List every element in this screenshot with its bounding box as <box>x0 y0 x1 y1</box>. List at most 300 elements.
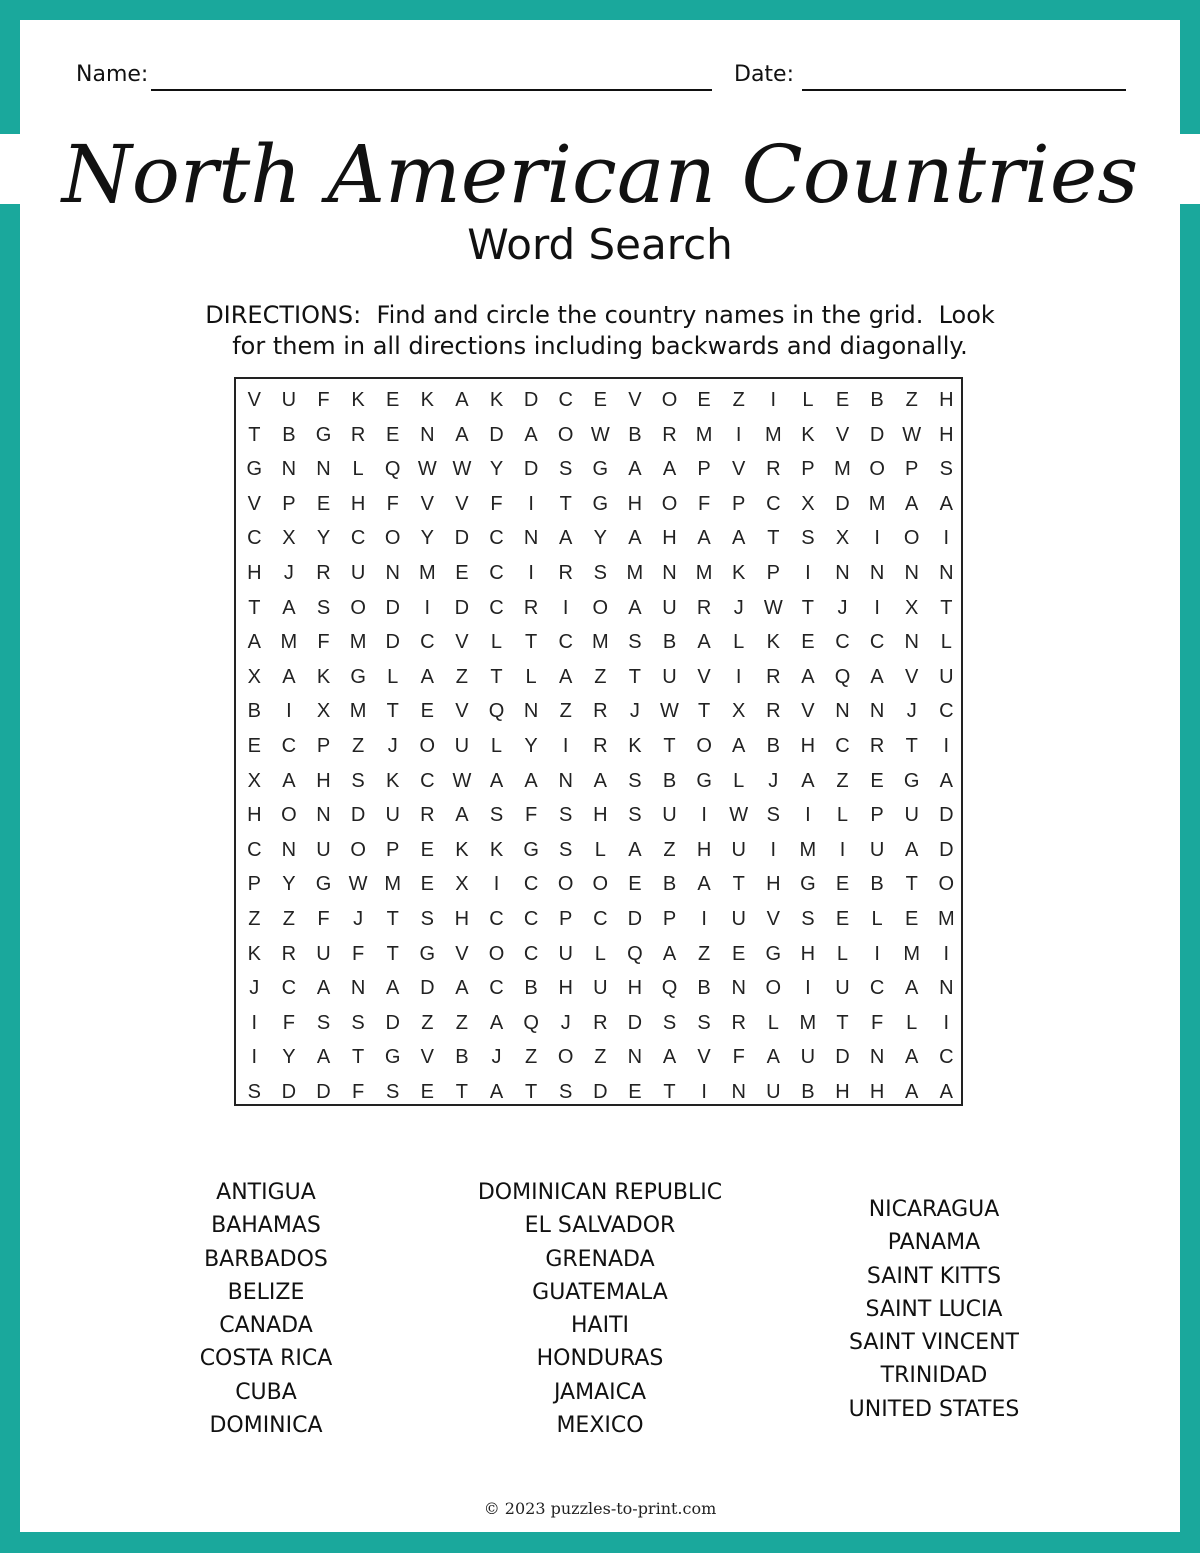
grid-letter[interactable]: X <box>282 527 296 550</box>
grid-letter[interactable]: N <box>316 804 331 827</box>
grid-letter[interactable]: L <box>906 1011 918 1034</box>
grid-letter[interactable]: B <box>628 423 642 446</box>
grid-letter[interactable]: M <box>418 562 436 584</box>
grid-letter[interactable]: C <box>939 1046 954 1069</box>
grid-letter[interactable]: U <box>281 389 297 411</box>
grid-letter[interactable]: A <box>282 665 296 688</box>
grid-letter[interactable]: E <box>420 1081 434 1103</box>
grid-letter[interactable]: P <box>766 562 780 584</box>
grid-letter[interactable]: L <box>490 735 503 757</box>
grid-letter[interactable]: U <box>766 1081 781 1103</box>
grid-letter[interactable]: I <box>286 700 292 723</box>
grid-letter[interactable]: Q <box>834 665 851 688</box>
grid-letter[interactable]: U <box>558 942 573 965</box>
grid-letter[interactable]: U <box>316 838 331 861</box>
grid-letter[interactable]: C <box>489 977 504 1000</box>
grid-letter[interactable]: E <box>697 389 711 411</box>
grid-letter[interactable]: H <box>350 492 366 515</box>
grid-letter[interactable]: H <box>627 977 643 1000</box>
grid-letter[interactable]: T <box>905 873 918 896</box>
grid-letter[interactable]: H <box>316 769 331 792</box>
grid-letter[interactable]: O <box>350 596 366 619</box>
grid-letter[interactable]: I <box>528 492 534 515</box>
grid-letter[interactable]: M <box>626 562 644 584</box>
grid-letter[interactable]: E <box>628 873 642 896</box>
grid-letter[interactable]: I <box>874 527 880 550</box>
grid-letter[interactable]: E <box>420 838 434 861</box>
grid-letter[interactable]: A <box>905 838 919 861</box>
grid-letter[interactable]: P <box>801 458 815 481</box>
grid-letter[interactable]: K <box>420 389 434 411</box>
grid-letter[interactable]: S <box>316 596 331 619</box>
grid-letter[interactable]: M <box>764 423 782 446</box>
grid-letter[interactable]: R <box>350 423 366 446</box>
grid-letter[interactable]: D <box>835 1046 850 1069</box>
grid-letter[interactable]: G <box>765 942 782 965</box>
grid-letter[interactable]: S <box>316 1011 331 1034</box>
grid-letter[interactable]: X <box>247 665 261 688</box>
grid-letter[interactable]: E <box>835 873 850 896</box>
grid-letter[interactable]: G <box>592 458 609 481</box>
grid-letter[interactable]: V <box>247 389 261 411</box>
grid-letter[interactable]: Q <box>661 977 678 1000</box>
grid-letter[interactable]: E <box>628 1081 642 1103</box>
grid-letter[interactable]: I <box>874 942 880 965</box>
grid-letter[interactable]: B <box>766 735 780 757</box>
grid-letter[interactable]: Y <box>489 458 504 481</box>
grid-letter[interactable]: Z <box>559 700 572 723</box>
grid-letter[interactable]: N <box>939 977 954 1000</box>
grid-letter[interactable]: C <box>835 735 850 757</box>
grid-letter[interactable]: O <box>557 423 574 446</box>
grid-letter[interactable]: O <box>869 458 885 481</box>
grid-letter[interactable]: G <box>800 873 816 896</box>
grid-letter[interactable]: A <box>939 769 953 792</box>
grid-letter[interactable]: R <box>696 596 712 619</box>
grid-letter[interactable]: L <box>490 631 503 654</box>
grid-letter[interactable]: O <box>661 492 678 515</box>
grid-letter[interactable]: N <box>627 1046 643 1069</box>
grid-letter[interactable]: H <box>766 873 781 896</box>
grid-letter[interactable]: Y <box>420 527 434 550</box>
grid-letter[interactable]: T <box>248 596 261 619</box>
grid-letter[interactable]: Y <box>316 527 331 550</box>
grid-letter[interactable]: L <box>836 804 849 827</box>
grid-letter[interactable]: S <box>697 1011 711 1034</box>
grid-letter[interactable]: N <box>523 700 539 723</box>
grid-letter[interactable]: O <box>384 527 401 550</box>
grid-letter[interactable]: C <box>420 631 435 654</box>
grid-letter[interactable]: M <box>695 423 713 446</box>
grid-letter[interactable]: R <box>281 942 297 965</box>
grid-letter[interactable]: C <box>489 527 504 550</box>
grid-letter[interactable]: S <box>801 908 815 930</box>
grid-letter[interactable]: C <box>281 977 297 1000</box>
grid-letter[interactable]: A <box>732 735 746 757</box>
grid-letter[interactable]: L <box>802 389 814 411</box>
grid-letter[interactable]: J <box>768 769 779 792</box>
grid-letter[interactable]: T <box>455 1081 468 1103</box>
grid-letter[interactable]: T <box>524 631 538 654</box>
grid-letter[interactable]: S <box>593 562 607 584</box>
grid-letter[interactable]: A <box>316 1046 331 1069</box>
grid-letter[interactable]: V <box>455 942 469 965</box>
grid-letter[interactable]: A <box>593 769 607 792</box>
grid-letter[interactable]: W <box>729 804 749 827</box>
grid-letter[interactable]: A <box>732 527 746 550</box>
grid-letter[interactable]: A <box>697 873 711 896</box>
grid-letter[interactable]: J <box>733 596 744 619</box>
grid-letter[interactable]: Z <box>351 735 365 757</box>
grid-letter[interactable]: W <box>590 423 610 446</box>
grid-letter[interactable]: A <box>524 769 538 792</box>
grid-letter[interactable]: Z <box>594 1046 607 1069</box>
grid-letter[interactable]: N <box>731 1081 746 1103</box>
grid-letter[interactable]: B <box>870 389 884 411</box>
grid-letter[interactable]: T <box>386 942 399 965</box>
grid-letter[interactable]: D <box>350 804 366 827</box>
grid-letter[interactable]: G <box>903 769 920 792</box>
grid-letter[interactable]: C <box>489 596 504 619</box>
grid-letter[interactable]: U <box>385 804 400 827</box>
grid-letter[interactable]: A <box>905 1081 919 1103</box>
grid-letter[interactable]: W <box>452 458 472 481</box>
grid-letter[interactable]: F <box>317 389 330 411</box>
grid-letter[interactable]: S <box>628 631 642 654</box>
grid-letter[interactable]: A <box>628 596 642 619</box>
grid-letter[interactable]: D <box>939 804 954 827</box>
grid-letter[interactable]: A <box>455 804 469 827</box>
grid-letter[interactable]: D <box>939 838 954 861</box>
grid-letter[interactable]: L <box>733 769 745 792</box>
grid-letter[interactable]: C <box>281 735 297 757</box>
grid-letter[interactable]: V <box>455 700 469 723</box>
grid-letter[interactable]: F <box>386 492 399 515</box>
grid-letter[interactable]: A <box>559 527 573 550</box>
grid-letter[interactable]: I <box>770 838 777 861</box>
grid-letter[interactable]: E <box>420 700 434 723</box>
grid-letter[interactable]: R <box>523 596 539 619</box>
grid-letter[interactable]: N <box>939 562 954 584</box>
grid-letter[interactable]: X <box>801 492 815 515</box>
grid-letter[interactable]: G <box>696 769 712 792</box>
grid-letter[interactable]: S <box>559 804 573 827</box>
grid-letter[interactable]: G <box>419 942 436 965</box>
grid-letter[interactable]: I <box>874 596 880 619</box>
grid-letter[interactable]: S <box>628 804 642 827</box>
grid-letter[interactable]: C <box>558 389 573 411</box>
grid-letter[interactable]: K <box>351 389 365 411</box>
grid-letter[interactable]: E <box>732 942 746 965</box>
grid-letter[interactable]: M <box>280 631 298 654</box>
grid-letter[interactable]: B <box>801 1081 815 1103</box>
grid-letter[interactable]: I <box>701 804 707 827</box>
grid-letter[interactable]: Z <box>455 1011 468 1034</box>
grid-letter[interactable]: X <box>455 873 469 896</box>
grid-letter[interactable]: U <box>800 1046 816 1069</box>
grid-letter[interactable]: T <box>767 527 780 550</box>
grid-letter[interactable]: J <box>837 596 848 619</box>
grid-letter[interactable]: H <box>247 804 262 827</box>
grid-letter[interactable]: A <box>386 977 400 1000</box>
grid-letter[interactable]: I <box>251 1011 258 1034</box>
grid-letter[interactable]: H <box>627 492 643 515</box>
grid-letter[interactable]: C <box>869 631 885 654</box>
grid-letter[interactable]: Y <box>282 873 296 896</box>
grid-letter[interactable]: V <box>455 492 469 515</box>
grid-letter[interactable]: Y <box>282 1046 296 1069</box>
grid-letter[interactable]: E <box>420 873 434 896</box>
grid-letter[interactable]: A <box>801 665 815 688</box>
grid-letter[interactable]: F <box>490 492 503 515</box>
grid-letter[interactable]: O <box>592 596 609 619</box>
grid-letter[interactable]: H <box>696 838 712 861</box>
grid-letter[interactable]: A <box>905 492 919 515</box>
grid-letter[interactable]: O <box>557 1046 574 1069</box>
grid-letter[interactable]: V <box>420 1046 434 1069</box>
grid-letter[interactable]: C <box>489 562 504 584</box>
grid-letter[interactable]: S <box>628 769 642 792</box>
grid-letter[interactable]: B <box>524 977 538 1000</box>
grid-letter[interactable]: A <box>524 423 538 446</box>
grid-letter[interactable]: E <box>386 423 400 446</box>
grid-letter[interactable]: M <box>937 908 955 930</box>
grid-letter[interactable]: C <box>766 492 781 515</box>
grid-letter[interactable]: I <box>701 1081 707 1103</box>
grid-letter[interactable]: C <box>523 873 539 896</box>
grid-letter[interactable]: V <box>697 1046 711 1069</box>
grid-letter[interactable]: R <box>316 562 331 584</box>
grid-letter[interactable]: E <box>247 735 261 757</box>
grid-letter[interactable]: M <box>799 1011 817 1034</box>
grid-letter[interactable]: L <box>836 942 849 965</box>
grid-letter[interactable]: K <box>489 389 504 411</box>
grid-letter[interactable]: R <box>420 804 435 827</box>
grid-letter[interactable]: I <box>943 942 950 965</box>
grid-letter[interactable]: Z <box>732 389 745 411</box>
grid-letter[interactable]: N <box>904 562 919 584</box>
grid-letter[interactable]: P <box>247 873 261 896</box>
grid-letter[interactable]: Z <box>524 1046 538 1069</box>
grid-letter[interactable]: V <box>801 700 815 723</box>
date-field[interactable] <box>802 89 1126 91</box>
grid-letter[interactable]: O <box>903 527 920 550</box>
grid-letter[interactable]: Z <box>421 1011 434 1034</box>
grid-letter[interactable]: N <box>281 458 297 481</box>
grid-letter[interactable]: T <box>940 596 953 619</box>
grid-letter[interactable]: E <box>801 631 815 654</box>
grid-letter[interactable]: D <box>523 389 539 411</box>
grid-letter[interactable]: Q <box>523 1011 539 1034</box>
grid-letter[interactable]: U <box>835 977 850 1000</box>
grid-letter[interactable]: T <box>836 1011 849 1034</box>
grid-letter[interactable]: A <box>455 977 469 1000</box>
grid-letter[interactable]: W <box>660 700 679 723</box>
grid-letter[interactable]: D <box>489 423 504 446</box>
grid-letter[interactable]: L <box>594 942 606 965</box>
grid-letter[interactable]: K <box>489 838 504 861</box>
grid-letter[interactable]: X <box>905 596 919 619</box>
grid-letter[interactable]: H <box>454 908 470 930</box>
grid-letter[interactable]: L <box>940 631 952 654</box>
grid-letter[interactable]: T <box>732 873 745 896</box>
grid-letter[interactable]: F <box>697 492 711 515</box>
grid-letter[interactable]: A <box>905 1046 919 1069</box>
grid-letter[interactable]: L <box>767 1011 779 1034</box>
grid-letter[interactable]: N <box>558 769 573 792</box>
grid-letter[interactable]: D <box>385 596 400 619</box>
grid-letter[interactable]: A <box>662 942 677 965</box>
grid-letter[interactable]: I <box>424 596 431 619</box>
grid-letter[interactable]: R <box>731 1011 746 1034</box>
grid-letter[interactable]: F <box>351 942 365 965</box>
grid-letter[interactable]: H <box>835 1081 850 1103</box>
grid-letter[interactable]: K <box>732 562 746 584</box>
grid-letter[interactable]: H <box>869 1081 885 1103</box>
grid-letter[interactable]: Q <box>488 700 505 723</box>
grid-letter[interactable]: W <box>452 769 472 792</box>
grid-letter[interactable]: S <box>766 804 780 827</box>
grid-letter[interactable]: F <box>317 631 330 654</box>
grid-letter[interactable]: A <box>662 458 677 481</box>
grid-letter[interactable]: A <box>662 1046 677 1069</box>
grid-letter[interactable]: F <box>351 1081 365 1103</box>
grid-letter[interactable]: M <box>695 562 713 584</box>
grid-letter[interactable]: N <box>385 562 400 584</box>
grid-letter[interactable]: I <box>735 665 742 688</box>
grid-letter[interactable]: Q <box>627 942 643 965</box>
grid-letter[interactable]: P <box>316 735 331 757</box>
grid-letter[interactable]: M <box>384 873 402 896</box>
grid-letter[interactable]: E <box>835 908 850 930</box>
grid-letter[interactable]: Q <box>384 458 401 481</box>
grid-letter[interactable]: P <box>697 458 711 481</box>
grid-letter[interactable]: A <box>697 631 711 654</box>
grid-letter[interactable]: W <box>902 423 922 446</box>
grid-letter[interactable]: J <box>387 735 398 757</box>
grid-letter[interactable]: T <box>628 665 641 688</box>
grid-letter[interactable]: H <box>593 804 608 827</box>
grid-letter[interactable]: P <box>282 492 296 515</box>
grid-letter[interactable]: B <box>455 1046 469 1069</box>
grid-letter[interactable]: G <box>523 838 539 861</box>
grid-letter[interactable]: B <box>662 769 677 792</box>
grid-letter[interactable]: T <box>248 423 261 446</box>
grid-letter[interactable]: A <box>905 977 919 1000</box>
grid-letter[interactable]: E <box>835 389 850 411</box>
grid-letter[interactable]: S <box>351 769 365 792</box>
grid-letter[interactable]: U <box>593 977 608 1000</box>
grid-letter[interactable]: N <box>869 562 885 584</box>
grid-letter[interactable]: E <box>455 562 469 584</box>
grid-letter[interactable]: K <box>455 838 469 861</box>
grid-letter[interactable]: N <box>869 1046 885 1069</box>
grid-letter[interactable]: S <box>801 527 815 550</box>
grid-letter[interactable]: B <box>282 423 296 446</box>
grid-letter[interactable]: S <box>351 1011 365 1034</box>
grid-letter[interactable]: T <box>386 908 399 930</box>
grid-letter[interactable]: I <box>251 1046 258 1069</box>
grid-letter[interactable]: A <box>455 389 469 411</box>
grid-letter[interactable]: R <box>662 423 677 446</box>
grid-letter[interactable]: D <box>385 1011 400 1034</box>
grid-letter[interactable]: A <box>628 527 642 550</box>
grid-letter[interactable]: G <box>315 423 332 446</box>
grid-letter[interactable]: C <box>558 631 573 654</box>
grid-letter[interactable]: A <box>489 1081 504 1103</box>
grid-letter[interactable]: M <box>349 700 367 723</box>
grid-letter[interactable]: V <box>455 631 469 654</box>
grid-letter[interactable]: X <box>316 700 331 723</box>
grid-letter[interactable]: O <box>557 873 574 896</box>
grid-letter[interactable]: A <box>420 665 434 688</box>
grid-letter[interactable]: R <box>766 700 781 723</box>
grid-letter[interactable]: U <box>904 804 919 827</box>
grid-letter[interactable]: M <box>834 458 851 481</box>
grid-letter[interactable]: U <box>454 735 470 757</box>
grid-letter[interactable]: G <box>315 873 332 896</box>
grid-letter[interactable]: P <box>732 492 746 515</box>
grid-letter[interactable]: D <box>593 1081 608 1103</box>
grid-letter[interactable]: O <box>350 838 366 861</box>
grid-letter[interactable]: P <box>386 838 400 861</box>
grid-letter[interactable]: F <box>524 804 538 827</box>
grid-letter[interactable]: R <box>593 700 608 723</box>
grid-letter[interactable]: A <box>282 596 296 619</box>
grid-letter[interactable]: Z <box>282 908 295 930</box>
grid-letter[interactable]: K <box>628 735 642 757</box>
grid-letter[interactable]: N <box>281 838 297 861</box>
grid-letter[interactable]: C <box>489 908 504 930</box>
grid-letter[interactable]: H <box>939 423 954 446</box>
grid-letter[interactable]: F <box>317 908 330 930</box>
grid-letter[interactable]: U <box>662 596 677 619</box>
grid-letter[interactable]: T <box>905 735 918 757</box>
grid-letter[interactable]: J <box>353 908 364 930</box>
grid-letter[interactable]: A <box>939 492 953 515</box>
grid-letter[interactable]: C <box>350 527 366 550</box>
grid-letter[interactable]: I <box>839 838 846 861</box>
grid-letter[interactable]: A <box>489 769 504 792</box>
grid-letter[interactable]: U <box>939 665 954 688</box>
grid-letter[interactable]: V <box>628 389 642 411</box>
grid-letter[interactable]: B <box>662 631 677 654</box>
grid-letter[interactable]: W <box>348 873 368 896</box>
grid-letter[interactable]: J <box>249 977 260 1000</box>
grid-letter[interactable]: J <box>283 562 294 584</box>
grid-letter[interactable]: A <box>628 458 642 481</box>
grid-letter[interactable]: J <box>491 1046 502 1069</box>
grid-letter[interactable]: D <box>627 1011 643 1034</box>
grid-letter[interactable]: N <box>869 700 885 723</box>
name-field[interactable] <box>151 89 712 91</box>
grid-letter[interactable]: M <box>349 631 367 654</box>
grid-letter[interactable]: B <box>870 873 884 896</box>
grid-letter[interactable]: W <box>763 596 783 619</box>
grid-letter[interactable]: C <box>247 838 262 861</box>
grid-letter[interactable]: T <box>559 492 572 515</box>
grid-letter[interactable]: O <box>419 735 436 757</box>
grid-letter[interactable]: Z <box>663 838 676 861</box>
grid-letter[interactable]: P <box>662 908 677 930</box>
grid-letter[interactable]: L <box>733 631 745 654</box>
grid-letter[interactable]: S <box>420 908 434 930</box>
grid-letter[interactable]: O <box>696 735 712 757</box>
grid-letter[interactable]: D <box>454 596 470 619</box>
grid-letter[interactable]: D <box>281 1081 297 1103</box>
grid-letter[interactable]: A <box>801 769 815 792</box>
grid-letter[interactable]: H <box>800 735 816 757</box>
